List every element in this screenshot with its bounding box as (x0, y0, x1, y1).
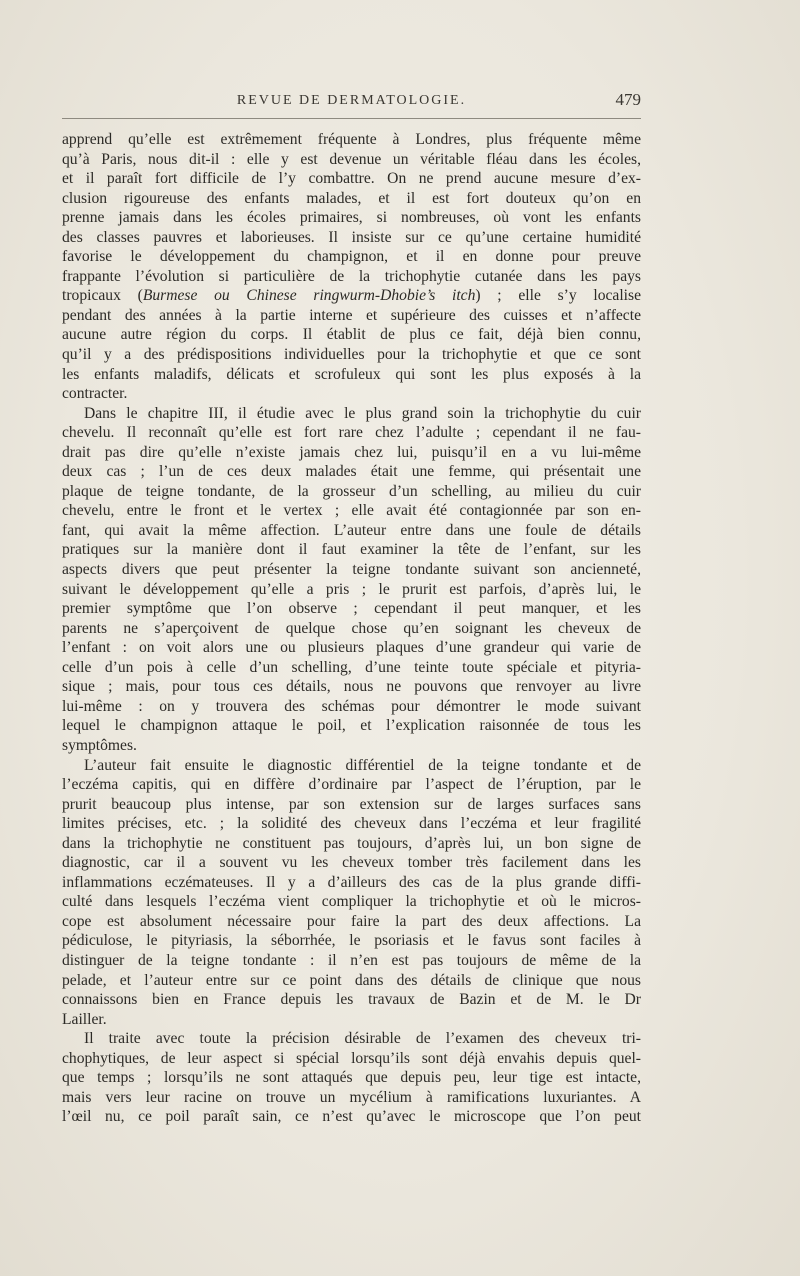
text-line: les enfants maladifs, délicats et scrofuleux qui sont les plus exposés à la (62, 365, 641, 383)
text-line: favorise le développement du champignon, et il en donne pour preuve (62, 248, 641, 266)
text-line: chophytiques, de leur aspect si spécial lorsqu’ils sont déjà envahis depuis quel- (62, 1049, 641, 1067)
text-line: aucune autre région du corps. Il établit de plus ce fait, déjà bien connu, (62, 326, 641, 344)
text-line: parents ne s’aperçoivent de quelque chose qu’en soignant les cheveux de (62, 619, 641, 637)
text-line: apprend qu’elle est extrêmement fréquente à Londres, plus fréquente même (62, 131, 641, 148)
text-line: pédiculose, le pityriasis, la séborrhée, le psoriasis et le favus sont faciles à (62, 932, 641, 950)
text-line: Dans le chapitre III, il étudie avec le plus grand soin la trichophytie du cuir (84, 404, 641, 422)
journal-title: REVUE DE DERMATOLOGIE. (236, 93, 467, 108)
text-line: L’auteur fait ensuite le diagnostic différentiel de la teigne tondante et de (84, 756, 641, 774)
text-line: limites précises, etc. ; la solidité des cheveux dans l’eczéma et leur fragilité (62, 815, 641, 833)
text-line: pratiques sur la manière dont il faut examiner la tête de l’enfant, sur les (62, 541, 641, 559)
text-line: qu’il y a des prédispositions individuelles pour la trichophytie et que ce sont (62, 346, 641, 364)
body-text (62, 130, 641, 1127)
text-line: que temps ; lorsqu’ils ne sont attaqués que depuis peu, leur tige est intacte, (62, 1069, 641, 1087)
text-line: fant, qui avait la même affection. L’auteur entre dans une foule de détails (62, 521, 641, 539)
text-line: inflammations eczémateuses. Il y a d’ailleurs des cas de la plus grande diffi- (62, 873, 641, 891)
text-line: clusion rigoureuse des enfants malades, et il est fort douteux qu’on en (62, 189, 641, 207)
text-line: Il traite avec toute la précision désirable de l’examen des cheveux tri- (84, 1030, 641, 1048)
text-line: deux cas ; l’un de ces deux malades était une femme, qui présentait une (62, 463, 641, 481)
text-line: l’œil nu, ce poil paraît sain, ce n’est qu’avec le microscope que l’on peut (62, 1108, 641, 1126)
text-line: connaissons bien en France depuis les travaux de Bazin et de M. le Dr (62, 991, 641, 1009)
text-line: dans la trichophytie ne constituent pas toujours, d’après lui, un bon signe de (62, 834, 641, 852)
header-rule (62, 118, 641, 119)
text-line: pendant des années à la partie interne et supérieure des cuisses et n’affecte (62, 306, 641, 324)
text-line: lequel le champignon attaque le poil, et l’explication raisonnée de tous les (62, 717, 641, 735)
text-line: lui-même : on y trouvera des schémas pour démontrer le mode suivant (62, 697, 641, 715)
text-line: prurit beaucoup plus intense, par son extension sur de larges surfaces sans (62, 795, 641, 813)
text-line: cope est absolument nécessaire pour faire la part des deux affections. La (62, 912, 641, 930)
italic-phrase: Burmese ou Chinese ringwurm-Dhobie’s itch (142, 287, 476, 305)
text-line: diagnostic, car il a souvent vu les cheveux tomber très facilement dans les (62, 854, 641, 872)
text-line: premier symptôme que l’on observe ; cependant il peut manquer, et les (62, 600, 641, 618)
text-line: contracter. (62, 385, 128, 403)
text-line: pelade, et l’auteur entre sur ce point dans des détails de clinique que nous (62, 971, 641, 989)
text-line: celle d’un pois à celle d’un schelling, d’une teinte toute spéciale et pityria- (62, 658, 641, 676)
text-line: tropicaux (Burmese ou Chinese ringwurm-Dhobie’s itch) ; elle s’y localise (62, 287, 641, 305)
text-line: frappante l’évolution si particulière de la trichophytie cutanée dans les pays (62, 267, 641, 285)
text-line: plaque de teigne tondante, de la grosseur d’un schelling, au milieu du cuir (62, 482, 641, 500)
text-line: aspects divers que peut présenter la teigne tondante suivant son ancienneté, (62, 561, 641, 579)
text-line: drait pas dire qu’elle n’existe jamais chez lui, puisqu’il en a vu lui-même (62, 443, 641, 461)
text-line: qu’à Paris, nous dit-il : elle y est devenue un véritable fléau dans les écoles, (62, 150, 641, 168)
text-line: des classes pauvres et laborieuses. Il insiste sur ce qu’une certaine humidité (62, 228, 641, 246)
text-line: culté dans lesquels l’eczéma vient compliquer la trichophytie et où le micros- (62, 893, 641, 911)
text-line: Lailler. (62, 1010, 107, 1028)
text-line: et il paraît fort difficile de l’y combattre. On ne prend aucune mesure d’ex- (62, 170, 641, 188)
text-line: l’enfant : on voit alors une ou plusieurs plaques d’une grandeur qui varie de (62, 639, 641, 657)
text-line: chevelu. Il reconnaît qu’elle est fort rare chez l’adulte ; cependant il ne fau- (62, 424, 641, 442)
text-line: distinguer de la teigne tondante : il n’en est pas toujours de même de la (62, 951, 641, 969)
text-line: l’eczéma capitis, qui en diffère d’ordinaire par l’aspect de l’éruption, par le (62, 776, 641, 794)
running-header (62, 90, 641, 112)
text-line: sique ; mais, pour tous ces détails, nous ne pouvons que renvoyer au livre (62, 678, 641, 696)
page-number: 479 (615, 90, 641, 109)
text-line: prenne jamais dans les écoles primaires, si nombreuses, où vont les enfants (62, 209, 641, 227)
text-line: symptômes. (62, 736, 137, 754)
text-line: chevelu, entre le front et le vertex ; elle avait été contagionnée par son en- (62, 502, 641, 520)
text-line: suivant le développement qu’elle a pris ; le prurit est parfois, d’après lui, le (62, 580, 641, 598)
text-line: mais vers leur racine on trouve un mycélium à ramifications luxuriantes. A (62, 1088, 641, 1106)
